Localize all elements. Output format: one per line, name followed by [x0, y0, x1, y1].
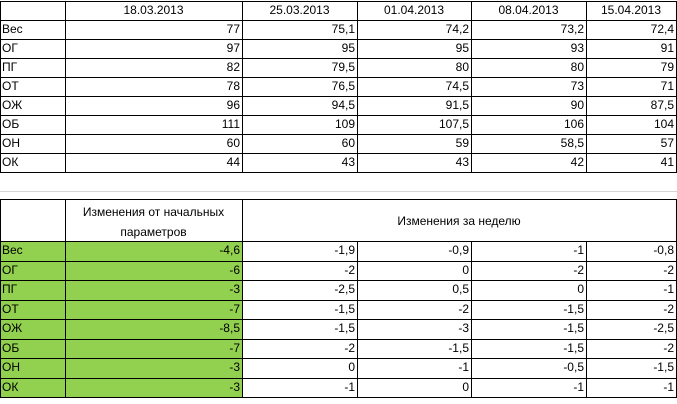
- weekly-change-cell[interactable]: -1: [458, 360, 469, 374]
- weekly-change-cell[interactable]: -2: [663, 341, 674, 355]
- initial-change-cell[interactable]: -7: [65, 340, 242, 359]
- measure-cell[interactable]: 91,5: [445, 98, 469, 112]
- bottom-row-border: [0, 241, 677, 242]
- bottom-row-border: [0, 319, 677, 320]
- weekly-change-cell[interactable]: -1,5: [334, 321, 355, 335]
- header-initial-changes[interactable]: Изменения от начальных параметров: [82, 205, 225, 239]
- date-header-3[interactable]: 01.04.2013: [383, 3, 445, 17]
- top-row-border: [0, 20, 677, 21]
- weekly-change-cell[interactable]: -1,5: [448, 341, 469, 355]
- weekly-change-cell[interactable]: -1,9: [334, 243, 355, 257]
- change-row-label-2[interactable]: ОГ: [0, 262, 65, 281]
- measure-cell[interactable]: 95: [455, 41, 469, 55]
- measure-cell[interactable]: 60: [226, 136, 240, 150]
- weekly-change-cell[interactable]: -2: [344, 263, 355, 277]
- weekly-change-cell[interactable]: -1,5: [653, 360, 674, 374]
- measure-cell[interactable]: 95: [341, 41, 355, 55]
- measure-cell[interactable]: 75,1: [331, 22, 355, 36]
- bottom-col-border: [471, 241, 472, 397]
- bottom-col-border: [242, 199, 243, 397]
- measure-cell[interactable]: 111: [221, 117, 240, 131]
- bottom-col-border: [0, 199, 1, 397]
- top-row-border: [0, 1, 677, 2]
- weekly-change-cell[interactable]: -0,8: [653, 243, 674, 257]
- measure-cell[interactable]: 73: [570, 79, 584, 93]
- measure-cell[interactable]: 80: [455, 60, 469, 74]
- change-row-label-6[interactable]: ОБ: [0, 340, 65, 359]
- weekly-change-cell[interactable]: -1: [663, 282, 674, 296]
- initial-change-cell[interactable]: -6: [65, 262, 242, 281]
- measure-cell[interactable]: 79: [660, 60, 674, 74]
- change-row-label-1[interactable]: Вес: [0, 242, 65, 262]
- measure-cell[interactable]: 41: [660, 155, 674, 169]
- measure-cell[interactable]: 94,5: [331, 98, 355, 112]
- top-col-border: [65, 1, 66, 172]
- top-row-border: [0, 172, 677, 173]
- top-row-border: [0, 58, 677, 59]
- measure-cell[interactable]: 109: [334, 117, 355, 131]
- top-col-border: [242, 1, 243, 172]
- weekly-change-cell[interactable]: -0,9: [448, 243, 469, 257]
- bottom-row-border: [0, 339, 677, 340]
- measure-cell[interactable]: 79,5: [331, 60, 355, 74]
- initial-change-cell[interactable]: -4,6: [65, 242, 242, 262]
- measure-cell[interactable]: 107,5: [438, 117, 469, 131]
- top-col-border: [586, 1, 587, 172]
- initial-change-cell[interactable]: -3: [65, 281, 242, 301]
- top-row-border: [0, 153, 677, 154]
- measure-cell[interactable]: 74,5: [445, 79, 469, 93]
- measure-cell[interactable]: 90: [570, 98, 584, 112]
- weekly-change-cell[interactable]: -1,5: [334, 302, 355, 316]
- measure-cell[interactable]: 72,4: [650, 22, 674, 36]
- weekly-change-cell[interactable]: -1: [573, 243, 584, 257]
- row-label-2[interactable]: ОГ: [2, 41, 18, 55]
- weekly-change-cell[interactable]: -2,5: [334, 282, 355, 296]
- initial-change-cell[interactable]: -7: [65, 301, 242, 320]
- weekly-change-cell[interactable]: -2: [663, 263, 674, 277]
- weekly-change-cell[interactable]: -1: [573, 380, 584, 394]
- measure-cell[interactable]: 104: [653, 117, 674, 131]
- weekly-change-cell[interactable]: -2: [458, 302, 469, 316]
- weekly-change-cell[interactable]: 0: [462, 263, 469, 277]
- measure-cell[interactable]: 58,5: [560, 136, 584, 150]
- change-row-label-4[interactable]: ОТ: [0, 301, 65, 320]
- bottom-row-border: [0, 397, 677, 398]
- row-label-7[interactable]: ОН: [2, 136, 20, 150]
- date-header-1[interactable]: 18.03.2013: [123, 3, 184, 17]
- weekly-change-cell[interactable]: -2,5: [653, 321, 674, 335]
- bottom-row-border: [0, 378, 677, 379]
- measure-cell[interactable]: 77: [226, 22, 240, 36]
- measure-cell[interactable]: 78: [226, 79, 240, 93]
- bottom-row-border: [0, 280, 677, 281]
- bottom-col-border: [357, 241, 358, 397]
- row-label-6[interactable]: ОБ: [2, 117, 20, 131]
- top-row-border: [0, 134, 677, 135]
- weekly-change-cell[interactable]: 0: [462, 380, 469, 394]
- weekly-change-cell[interactable]: -0,5: [563, 360, 584, 374]
- date-header-2[interactable]: 25.03.2013: [269, 3, 330, 17]
- measure-cell[interactable]: 93: [570, 41, 584, 55]
- measure-cell[interactable]: 74,2: [445, 22, 469, 36]
- date-header-5[interactable]: 15.04.2013: [600, 3, 662, 17]
- top-col-border: [357, 1, 358, 172]
- measure-cell[interactable]: 60: [341, 136, 355, 150]
- header-weekly-changes[interactable]: Изменения за неделю: [397, 214, 521, 228]
- change-row-label-7[interactable]: ОН: [0, 359, 65, 379]
- weekly-change-cell[interactable]: 0,5: [452, 282, 469, 296]
- measure-cell[interactable]: 44: [226, 155, 240, 169]
- bottom-row-border: [0, 300, 677, 301]
- top-col-border: [0, 1, 1, 172]
- measure-cell[interactable]: 57: [660, 136, 674, 150]
- measure-cell[interactable]: 97: [226, 41, 240, 55]
- measure-cell[interactable]: 106: [563, 117, 584, 131]
- measure-cell[interactable]: 80: [570, 60, 584, 74]
- measure-cell[interactable]: 71: [660, 79, 674, 93]
- weekly-change-cell[interactable]: -2: [663, 302, 674, 316]
- weekly-change-cell[interactable]: -1: [344, 380, 355, 394]
- top-row-border: [0, 39, 677, 40]
- measure-cell[interactable]: 59: [455, 136, 469, 150]
- measure-cell[interactable]: 76,5: [331, 79, 355, 93]
- top-row-border: [0, 96, 677, 97]
- bottom-row-border: [0, 261, 677, 262]
- initial-change-cell[interactable]: -8,5: [65, 320, 242, 340]
- bottom-top-border: [0, 199, 677, 200]
- weekly-change-cell[interactable]: -2: [344, 341, 355, 355]
- initial-change-cell[interactable]: -3: [65, 379, 242, 398]
- row-label-3[interactable]: ПГ: [2, 60, 18, 74]
- weekly-change-cell[interactable]: 0: [348, 360, 355, 374]
- bottom-col-border: [586, 241, 587, 397]
- measure-cell[interactable]: 96: [226, 98, 240, 112]
- measure-cell[interactable]: 87,5: [650, 98, 674, 112]
- weekly-change-cell[interactable]: -1,5: [563, 341, 584, 355]
- weekly-change-cell[interactable]: -1,5: [563, 321, 584, 335]
- top-row-border: [0, 115, 677, 116]
- weekly-change-cell[interactable]: -3: [458, 321, 469, 335]
- top-row-border: [0, 77, 677, 78]
- row-label-4[interactable]: ОТ: [2, 79, 19, 93]
- row-label-5[interactable]: ОЖ: [2, 98, 23, 112]
- date-header-4[interactable]: 08.04.2013: [498, 3, 559, 17]
- weekly-change-cell[interactable]: -1,5: [563, 302, 584, 316]
- weekly-change-cell[interactable]: 0: [577, 282, 584, 296]
- measure-cell[interactable]: 82: [226, 60, 240, 74]
- bottom-row-border: [0, 358, 677, 359]
- measure-cell[interactable]: 43: [455, 155, 469, 169]
- change-row-label-5[interactable]: ОЖ: [0, 320, 65, 340]
- measure-cell[interactable]: 42: [570, 155, 584, 169]
- top-col-border: [471, 1, 472, 172]
- weekly-change-cell[interactable]: -2: [573, 263, 584, 277]
- measure-cell[interactable]: 73,2: [560, 22, 584, 36]
- change-row-label-3[interactable]: ПГ: [0, 281, 65, 301]
- measure-cell[interactable]: 43: [341, 155, 355, 169]
- row-label-1[interactable]: Вес: [2, 22, 23, 36]
- bottom-col-border: [65, 199, 66, 397]
- change-row-label-8[interactable]: ОК: [0, 379, 65, 398]
- initial-change-cell[interactable]: -3: [65, 359, 242, 379]
- faint-gridline: [0, 191, 677, 192]
- measure-cell[interactable]: 91: [660, 41, 674, 55]
- row-label-8[interactable]: ОК: [2, 155, 19, 169]
- weekly-change-cell[interactable]: -1: [663, 380, 674, 394]
